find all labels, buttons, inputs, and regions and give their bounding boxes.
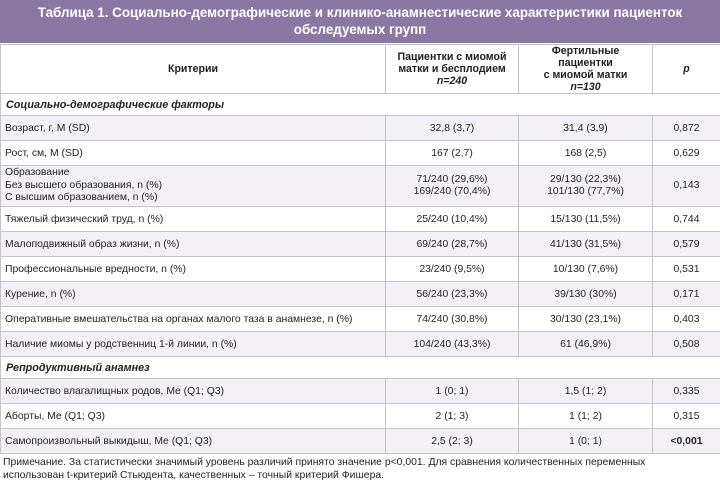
section-title: Социально-демографические факторы bbox=[1, 94, 720, 116]
group2-value: 41/130 (31,5%) bbox=[519, 232, 653, 257]
table-row bbox=[1, 379, 720, 404]
group2-value: 39/130 (30%) bbox=[519, 282, 653, 307]
table-title-line2: обследуемых групп bbox=[293, 22, 427, 37]
table-title-line1: Таблица 1. Социально-демографические и клинико-анамнестические характеристики пациенток bbox=[37, 5, 683, 20]
group2-value: 15/130 (11,5%) bbox=[519, 207, 653, 232]
group2-value: 29/130 (22,3%) 101/130 (77,7%) bbox=[519, 166, 653, 207]
group1-value: 71/240 (29,6%) 169/240 (70,4%) bbox=[386, 166, 519, 207]
group2-value: 168 (2,5) bbox=[519, 141, 653, 166]
row-label: Тяжелый физический труд, n (%) bbox=[1, 207, 386, 232]
group1-value: 104/240 (43,3%) bbox=[386, 332, 519, 357]
table-row bbox=[1, 141, 720, 166]
table-row-education bbox=[1, 166, 720, 207]
row-label: Количество влагалищных родов, Me (Q1; Q3) bbox=[1, 379, 386, 404]
p-value-significant: <0,001 bbox=[653, 429, 720, 454]
group1-value: 32,8 (3,7) bbox=[386, 116, 519, 141]
data-table bbox=[0, 44, 720, 454]
row-label: Малоподвижный образ жизни, n (%) bbox=[1, 232, 386, 257]
row-label: Оперативные вмешательства на органах малого таза в анамнезе, n (%) bbox=[1, 307, 386, 332]
group1-value: 2,5 (2; 3) bbox=[386, 429, 519, 454]
p-value: 0,744 bbox=[653, 207, 720, 232]
table-note bbox=[3, 456, 717, 482]
row-label: Профессиональные вредности, n (%) bbox=[1, 257, 386, 282]
group1-value: 2 (1; 3) bbox=[386, 404, 519, 429]
table-row bbox=[1, 332, 720, 357]
header-criteria: Критерии bbox=[1, 45, 386, 94]
table-row bbox=[1, 429, 720, 454]
group1-value: 25/240 (10,4%) bbox=[386, 207, 519, 232]
note-line1: Примечание. За статистически значимый уровень различий принято значение p<0,001. Для сравнения количественных переменных bbox=[3, 457, 646, 468]
group2-value: 61 (46,9%) bbox=[519, 332, 653, 357]
header-p: p bbox=[653, 45, 720, 94]
table-title bbox=[0, 0, 720, 43]
table-row bbox=[1, 404, 720, 429]
table-row bbox=[1, 232, 720, 257]
table-header-row bbox=[1, 45, 720, 94]
row-label: Аборты, Me (Q1; Q3) bbox=[1, 404, 386, 429]
group1-value: 23/240 (9,5%) bbox=[386, 257, 519, 282]
section-title: Репродуктивный анамнез bbox=[1, 357, 720, 379]
row-label: Самопроизвольный выкидыш, Me (Q1; Q3) bbox=[1, 429, 386, 454]
p-value: 0,629 bbox=[653, 141, 720, 166]
row-label: Курение, n (%) bbox=[1, 282, 386, 307]
p-value: 0,508 bbox=[653, 332, 720, 357]
group1-value: 74/240 (30,8%) bbox=[386, 307, 519, 332]
table-row bbox=[1, 307, 720, 332]
row-label: Возраст, г, М (SD) bbox=[1, 116, 386, 141]
header-group1: Пациентки с миомой матки и бесплодием n=240 bbox=[386, 45, 519, 94]
group2-value: 1 (1; 2) bbox=[519, 404, 653, 429]
p-value: 0,403 bbox=[653, 307, 720, 332]
p-value: 0,143 bbox=[653, 166, 720, 207]
p-value: 0,315 bbox=[653, 404, 720, 429]
section-row-social bbox=[1, 94, 720, 116]
table-row bbox=[1, 116, 720, 141]
group1-value: 167 (2,7) bbox=[386, 141, 519, 166]
p-value: 0,171 bbox=[653, 282, 720, 307]
p-value: 0,335 bbox=[653, 379, 720, 404]
group2-value: 30/130 (23,1%) bbox=[519, 307, 653, 332]
section-row-repro bbox=[1, 357, 720, 379]
group2-value: 10/130 (7,6%) bbox=[519, 257, 653, 282]
group2-value: 1,5 (1; 2) bbox=[519, 379, 653, 404]
group2-value: 1 (0; 1) bbox=[519, 429, 653, 454]
p-value: 0,531 bbox=[653, 257, 720, 282]
group2-value: 31,4 (3,9) bbox=[519, 116, 653, 141]
group1-value: 56/240 (23,3%) bbox=[386, 282, 519, 307]
table-row bbox=[1, 257, 720, 282]
group1-value: 1 (0; 1) bbox=[386, 379, 519, 404]
p-value: 0,872 bbox=[653, 116, 720, 141]
row-label: Рост, см, М (SD) bbox=[1, 141, 386, 166]
table-row bbox=[1, 282, 720, 307]
header-group2: Фертильные пациентки с миомой матки n=130 bbox=[519, 45, 653, 94]
note-line2: использован t-критерий Стьюдента, качественных – точный критерий Фишера. bbox=[3, 470, 385, 481]
p-value: 0,579 bbox=[653, 232, 720, 257]
row-label: Образование Без высшего образования, n (%) С высшим образованием, n (%) bbox=[1, 166, 386, 207]
table-row bbox=[1, 207, 720, 232]
group1-value: 69/240 (28,7%) bbox=[386, 232, 519, 257]
row-label: Наличие миомы у родственниц 1-й линии, n (%) bbox=[1, 332, 386, 357]
